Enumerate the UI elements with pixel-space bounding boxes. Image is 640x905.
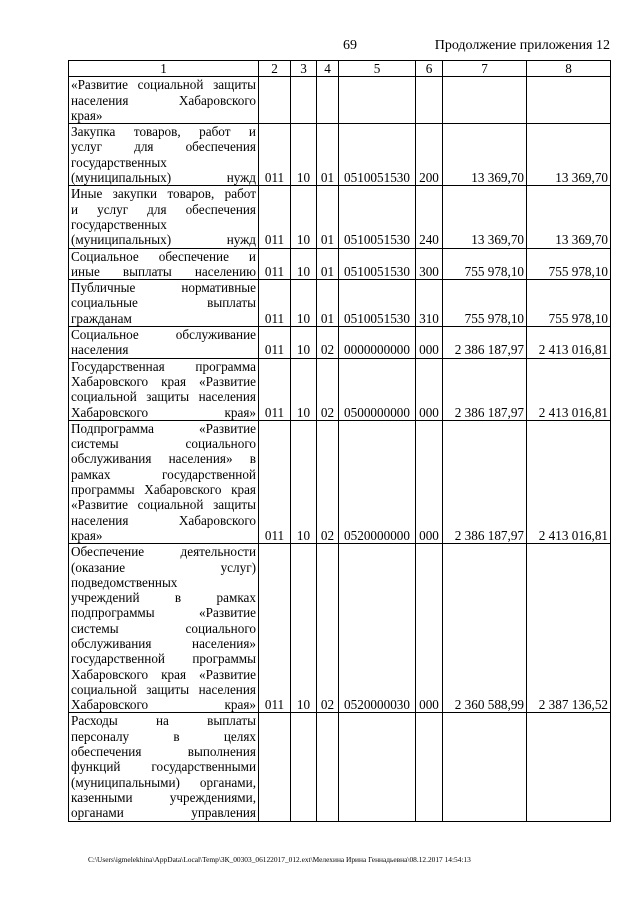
target-article-cell: 0510051530 <box>339 124 416 186</box>
ministry-code-cell: 011 <box>259 186 291 248</box>
expense-type-cell: 000 <box>416 358 443 420</box>
expense-type-cell <box>416 713 443 821</box>
row-name-line: обслуживания населения» <box>71 635 256 651</box>
ministry-code-cell: 011 <box>259 124 291 186</box>
row-name-line: иные выплаты населению <box>71 263 256 279</box>
column-header: 3 <box>291 61 317 77</box>
table-header-row <box>69 61 611 77</box>
row-name-line: «Развитие социальной защиты <box>71 77 256 93</box>
row-name-line: Хабаровского края «Развитие <box>71 666 256 682</box>
target-article-cell: 0520000000 <box>339 420 416 543</box>
expense-type-cell: 240 <box>416 186 443 248</box>
row-name-line: учреждений в рамках <box>71 590 256 606</box>
row-name-line: Закупка товаров, работ и <box>71 124 256 140</box>
table-row <box>69 186 611 248</box>
section-cell: 10 <box>291 544 317 713</box>
ministry-code-cell: 011 <box>259 248 291 280</box>
row-name-line: «Развитие социальной защиты <box>71 497 256 513</box>
expense-type-cell: 000 <box>416 420 443 543</box>
table-row <box>69 77 611 124</box>
row-name-line: и услуг для обеспечения <box>71 201 256 217</box>
ministry-code-cell: 011 <box>259 544 291 713</box>
row-name-line: социальной защиты населения <box>71 389 256 405</box>
column-header: 6 <box>416 61 443 77</box>
row-name-line: Государственная программа <box>71 358 256 374</box>
row-name-line: населения Хабаровского <box>71 512 256 528</box>
table-row <box>69 420 611 543</box>
table-row <box>69 358 611 420</box>
amount-2019-cell: 755 978,10 <box>527 280 611 327</box>
table-row <box>69 327 611 359</box>
amount-2018-cell: 755 978,10 <box>443 248 527 280</box>
row-name-line: государственных <box>71 154 167 170</box>
row-name-line: края» <box>71 107 103 123</box>
table-row <box>69 544 611 713</box>
row-name-line: Обеспечение деятельности <box>71 544 256 560</box>
column-header: 8 <box>527 61 611 77</box>
row-name-cell <box>69 124 259 186</box>
table-row <box>69 280 611 327</box>
row-name-line: Публичные нормативные <box>71 280 256 296</box>
ministry-code-cell: 011 <box>259 420 291 543</box>
subsection-cell: 01 <box>317 186 339 248</box>
row-name-line: органами управления <box>71 805 256 821</box>
column-header: 4 <box>317 61 339 77</box>
row-name-cell <box>69 358 259 420</box>
row-name-line: Хабаровского края» <box>71 404 256 420</box>
section-cell: 10 <box>291 420 317 543</box>
row-name-line: услуг для обеспечения <box>71 139 256 155</box>
target-article-cell <box>339 713 416 821</box>
ministry-code-cell <box>259 77 291 124</box>
row-name-line: населения <box>71 342 129 358</box>
amount-2019-cell <box>527 713 611 821</box>
row-name-line: (муниципальных) нужд <box>71 170 256 186</box>
row-name-cell <box>69 420 259 543</box>
ministry-code-cell: 011 <box>259 280 291 327</box>
row-name-line: государственных <box>71 216 167 232</box>
expense-type-cell: 310 <box>416 280 443 327</box>
target-article-cell: 0510051530 <box>339 248 416 280</box>
row-name-cell <box>69 327 259 359</box>
amount-2018-cell: 2 360 588,99 <box>443 544 527 713</box>
amount-2019-cell: 2 413 016,81 <box>527 327 611 359</box>
row-name-line: государственной программы <box>71 651 256 667</box>
ministry-code-cell <box>259 713 291 821</box>
amount-2018-cell: 13 369,70 <box>443 124 527 186</box>
section-cell: 10 <box>291 248 317 280</box>
subsection-cell: 01 <box>317 124 339 186</box>
target-article-cell: 0000000000 <box>339 327 416 359</box>
amount-2019-cell: 13 369,70 <box>527 124 611 186</box>
target-article-cell: 0520000030 <box>339 544 416 713</box>
amount-2018-cell: 2 386 187,97 <box>443 420 527 543</box>
row-name-line: Иные закупки товаров, работ <box>71 186 256 202</box>
subsection-cell <box>317 77 339 124</box>
row-name-line: персоналу в целях <box>71 728 256 744</box>
expense-type-cell: 000 <box>416 544 443 713</box>
column-header: 7 <box>443 61 527 77</box>
subsection-cell: 01 <box>317 248 339 280</box>
target-article-cell: 0510051530 <box>339 280 416 327</box>
amount-2019-cell: 13 369,70 <box>527 186 611 248</box>
amount-2018-cell <box>443 77 527 124</box>
row-name-line: программы Хабаровского края <box>71 482 256 498</box>
table-row <box>69 124 611 186</box>
row-name-line: подпрограммы «Развитие <box>71 605 256 621</box>
section-cell: 10 <box>291 327 317 359</box>
row-name-line: Социальное обслуживание <box>71 327 256 343</box>
row-name-line: подведомственных <box>71 574 178 590</box>
row-name-line: социальные выплаты <box>71 295 256 311</box>
expense-type-cell: 200 <box>416 124 443 186</box>
row-name-cell <box>69 280 259 327</box>
section-cell: 10 <box>291 124 317 186</box>
row-name-line: рамках государственной <box>71 466 256 482</box>
row-name-cell <box>69 713 259 821</box>
amount-2019-cell: 2 413 016,81 <box>527 358 611 420</box>
row-name-line: обслуживания населения» в <box>71 451 256 467</box>
row-name-line: Расходы на выплаты <box>71 713 256 729</box>
expense-type-cell <box>416 77 443 124</box>
row-name-line: Хабаровского края «Развитие <box>71 373 256 389</box>
subsection-cell: 02 <box>317 327 339 359</box>
expense-type-cell: 300 <box>416 248 443 280</box>
page-number: 69 <box>343 38 357 53</box>
section-cell <box>291 77 317 124</box>
section-cell <box>291 713 317 821</box>
subsection-cell: 01 <box>317 280 339 327</box>
row-name-line: Хабаровского края» <box>71 697 256 713</box>
row-name-cell <box>69 248 259 280</box>
column-header: 5 <box>339 61 416 77</box>
expense-type-cell: 000 <box>416 327 443 359</box>
budget-table <box>68 60 611 822</box>
row-name-line: функций государственными <box>71 759 256 775</box>
row-name-cell <box>69 77 259 124</box>
row-name-line: обеспечения выполнения <box>71 744 256 760</box>
row-name-line: Подпрограмма «Развитие <box>71 420 256 436</box>
target-article-cell <box>339 77 416 124</box>
row-name-cell <box>69 544 259 713</box>
section-cell: 10 <box>291 186 317 248</box>
row-name-line: края» <box>71 527 103 543</box>
amount-2018-cell: 2 386 187,97 <box>443 358 527 420</box>
row-name-line: (муниципальных) нужд <box>71 232 256 248</box>
amount-2019-cell: 755 978,10 <box>527 248 611 280</box>
amount-2019-cell: 2 387 136,52 <box>527 544 611 713</box>
section-cell: 10 <box>291 280 317 327</box>
target-article-cell: 0510051530 <box>339 186 416 248</box>
row-name-line: Социальное обеспечение и <box>71 248 256 264</box>
row-name-line: (муниципальными) органами, <box>71 774 256 790</box>
ministry-code-cell: 011 <box>259 358 291 420</box>
row-name-cell <box>69 186 259 248</box>
row-name-line: системы социального <box>71 436 256 452</box>
row-name-line: населения Хабаровского <box>71 92 256 108</box>
row-name-line: социальной защиты населения <box>71 681 256 697</box>
amount-2018-cell: 2 386 187,97 <box>443 327 527 359</box>
row-name-line: (оказание услуг) <box>71 559 256 575</box>
row-name-line: гражданам <box>71 310 132 326</box>
table-row <box>69 248 611 280</box>
table-row <box>69 713 611 821</box>
ministry-code-cell: 011 <box>259 327 291 359</box>
file-path-footer: C:\Users\igmelekhina\AppData\Local\Temp\ЗК_00303_06122017_012.ext\Мелехина Ирина Геннадьевна\08.12.2017 14:54:13 <box>88 855 471 864</box>
target-article-cell: 0500000000 <box>339 358 416 420</box>
subsection-cell: 02 <box>317 420 339 543</box>
row-name-line: системы социального <box>71 620 256 636</box>
column-header: 1 <box>69 61 259 77</box>
amount-2019-cell <box>527 77 611 124</box>
subsection-cell: 02 <box>317 358 339 420</box>
row-name-line: казенными учреждениями, <box>71 789 256 805</box>
section-cell: 10 <box>291 358 317 420</box>
amount-2018-cell: 13 369,70 <box>443 186 527 248</box>
amount-2019-cell: 2 413 016,81 <box>527 420 611 543</box>
subsection-cell: 02 <box>317 544 339 713</box>
amount-2018-cell <box>443 713 527 821</box>
amount-2018-cell: 755 978,10 <box>443 280 527 327</box>
appendix-continuation-label: Продолжение приложения 12 <box>434 38 610 53</box>
column-header: 2 <box>259 61 291 77</box>
subsection-cell <box>317 713 339 821</box>
